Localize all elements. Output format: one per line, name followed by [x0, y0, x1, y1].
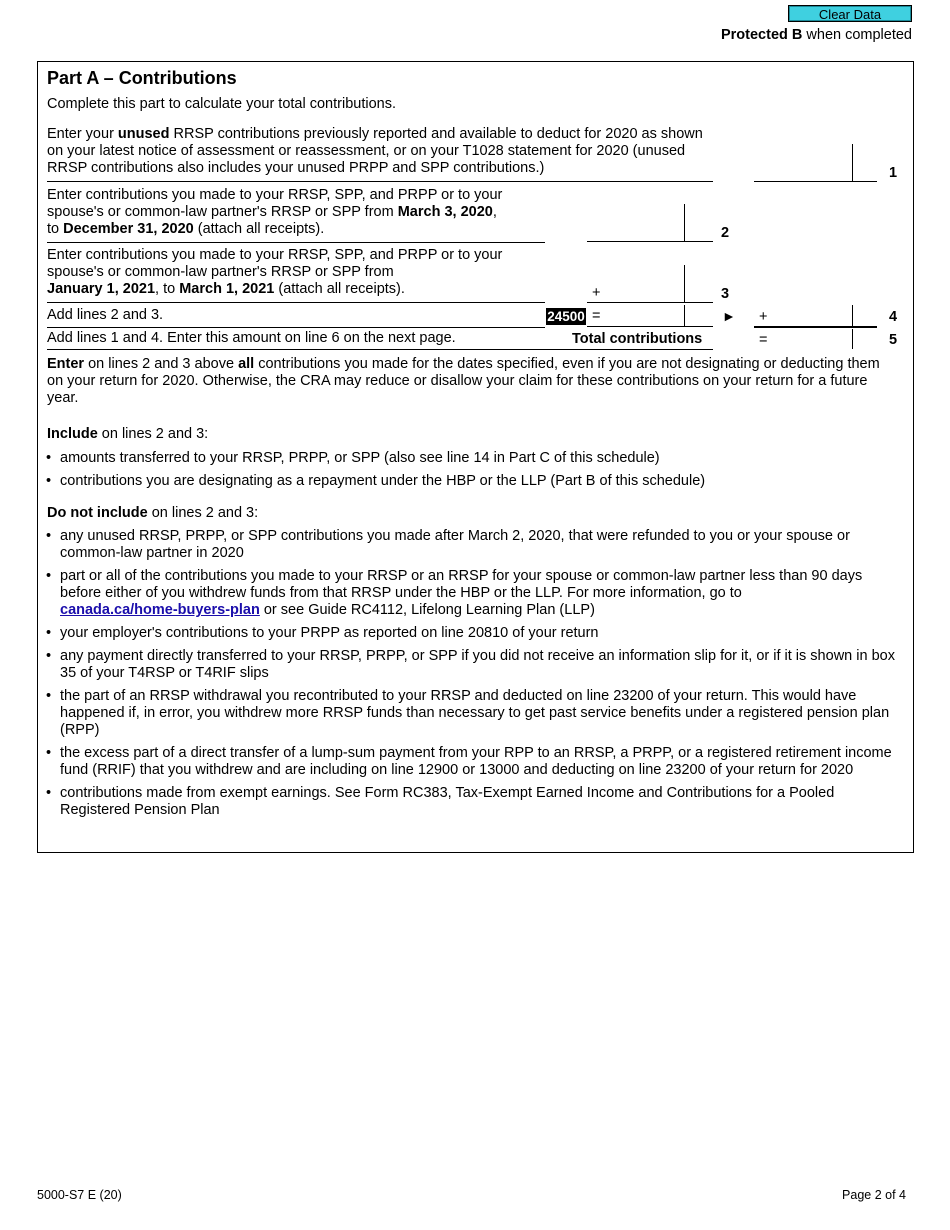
line2-text-mid: ,: [492, 204, 497, 220]
exclude-bold: Do not include: [47, 505, 148, 521]
line4-right-cents-divider: [852, 305, 853, 326]
line4-code-tag: 24500: [547, 309, 585, 324]
include-heading: [47, 426, 208, 443]
exclude-item: • contributions made from exempt earnings. See Form RC383, Tax-Exempt Earned Income and Contributions for a Pooled Registered Pension Plan: [46, 785, 896, 819]
exclude-item: • any payment directly transferred to your RRSP, PRPP, or SPP if you did not receive an information slip for it, or if it is shown in box 35 of your T4RSP or T4RIF slips: [46, 648, 896, 682]
line5-rule: [47, 349, 713, 350]
line5-cents-divider: [852, 329, 853, 349]
line5-number: 5: [889, 332, 898, 348]
line1-text-rest: RRSP contributions previously reported and available to deduct for 2020 as shown on your latest notice of assessment or reassessment, or on your T1028 statement for 2020 (unused RRSP contributions also includes your unused PRPP and SPP contributions.): [47, 126, 703, 176]
include-list: [46, 450, 896, 490]
line2-amount-field[interactable]: [587, 204, 713, 242]
line1-number: 1: [889, 165, 898, 181]
line4-arrow-icon: ►: [722, 308, 736, 324]
line4-description: Add lines 2 and 3.: [47, 307, 164, 323]
form-identifier: 5000-S7 E (20): [37, 1188, 122, 1202]
exclude-item-hbp-text: part or all of the contributions you made to your RRSP or an RRSP for your spouse or common-law partner less than 90 days before either of you withdrew funds from that RRSP under the HBP or the LLP. For more information, go to: [60, 568, 863, 601]
line3-text-mid: , to: [155, 281, 180, 297]
exclude-item: • the excess part of a direct transfer of a lump-sum payment from your RPP to an RRSP, a PRPP, or a registered retirement income fund (RRIF) that you withdrew and are including on line 12900 or 13000 and deducting on line 23200 of your return for 2020: [46, 745, 896, 779]
line3-cents-divider: [684, 265, 685, 302]
line2-cents-divider: [684, 204, 685, 241]
line2-rule: [47, 242, 545, 243]
exclude-item: • your employer's contributions to your PRPP as reported on line 20810 of your return: [46, 625, 896, 642]
line3-text-date1: January 1, 2021: [47, 281, 156, 297]
line3-text-rest: (attach all receipts).: [274, 281, 405, 297]
note-all: all: [238, 356, 255, 372]
line4-subtotal-field[interactable]: [587, 305, 713, 327]
exclude-heading: [47, 505, 258, 522]
include-rest: on lines 2 and 3:: [97, 426, 209, 442]
part-a-title: Part A – Contributions: [47, 68, 237, 88]
total-contributions-label: Total contributions: [572, 331, 703, 347]
line1-description: [47, 126, 717, 177]
line2-text-date2: December 31, 2020: [63, 221, 194, 237]
line2-text-date1: March 3, 2020: [397, 204, 493, 220]
note-text-1: on lines 2 and 3 above: [84, 356, 239, 372]
line3-text-pre: Enter contributions you made to your RRSP, SPP, and PRPP or to your spouse's or common-law partner's RRSP or SPP from: [47, 247, 503, 280]
exclude-item-hbp: [46, 568, 896, 619]
line2-description: [47, 187, 547, 238]
exclude-rest: on lines 2 and 3:: [147, 505, 259, 521]
line1-text-pre: Enter your: [47, 126, 118, 142]
line2-text-pre: Enter contributions you made to your RRSP, SPP, and PRPP or to your spouse's or common-law partner's RRSP or SPP from: [47, 187, 503, 220]
note-enter: Enter: [47, 356, 85, 372]
protected-b-label: Protected B: [720, 27, 803, 43]
line3-rule: [47, 302, 545, 303]
protected-b-notice: [721, 27, 912, 43]
line4-number: 4: [889, 309, 898, 325]
contributions-note: [47, 356, 892, 407]
when-completed-label: when completed: [802, 27, 912, 43]
exclude-item: • the part of an RRSP withdrawal you recontributed to your RRSP and deducted on line 23200 of your return. This would have happened if, in error, you withdrew more RRSP funds than necessary to get past service benefits under a registered pension plan (RPP): [46, 688, 896, 739]
line2-text-to: to: [47, 221, 64, 237]
line4-rule: [47, 327, 545, 328]
line5-description: Add lines 1 and 4. Enter this amount on line 6 on the next page.: [47, 330, 456, 346]
exclude-list: [46, 528, 896, 819]
line4-left-cents-divider: [684, 305, 685, 326]
home-buyers-plan-link[interactable]: canada.ca/home-buyers-plan: [60, 602, 260, 618]
clear-data-button[interactable]: Clear Data: [788, 5, 912, 22]
line5-equals-sign: =: [759, 332, 768, 348]
line1-text-bold: unused: [117, 126, 170, 142]
include-bold: Include: [47, 426, 98, 442]
line2-number: 2: [721, 225, 730, 241]
line2-text-rest: (attach all receipts).: [193, 221, 325, 237]
include-item: • contributions you are designating as a repayment under the HBP or the LLP (Part B of this schedule): [46, 473, 896, 490]
include-item: • amounts transferred to your RRSP, PRPP, or SPP (also see line 14 in Part C of this schedule): [46, 450, 896, 467]
part-a-intro: Complete this part to calculate your total contributions.: [47, 96, 396, 112]
line3-description: [47, 247, 547, 298]
line3-amount-field[interactable]: [587, 265, 713, 303]
line4-plus-sign: +: [759, 309, 768, 325]
line4-equals-sign: =: [592, 308, 601, 324]
line3-number: 3: [721, 286, 730, 302]
note-text-2: contributions you made for the dates specified, even if you are not designating or deducting them on your return for 2020. Otherwise, the CRA may reduce or disallow your claim for these contributions on your return for a future year.: [47, 356, 880, 406]
line3-plus-sign: +: [592, 285, 601, 301]
total-contributions-field[interactable]: [754, 329, 877, 349]
line1-cents-divider: [852, 144, 853, 181]
page-number: Page 2 of 4: [842, 1188, 906, 1202]
line4-amount-field[interactable]: [754, 305, 877, 328]
exclude-item: • any unused RRSP, PRPP, or SPP contributions you made after March 2, 2020, that were refunded to you or your spouse or common-law partner in 2020: [46, 528, 896, 562]
line3-text-date2: March 1, 2021: [179, 281, 275, 297]
line1-rule: [47, 181, 713, 182]
line1-amount-field[interactable]: [754, 144, 877, 182]
exclude-item-hbp-post: or see Guide RC4112, Lifelong Learning Plan (LLP): [259, 602, 595, 618]
